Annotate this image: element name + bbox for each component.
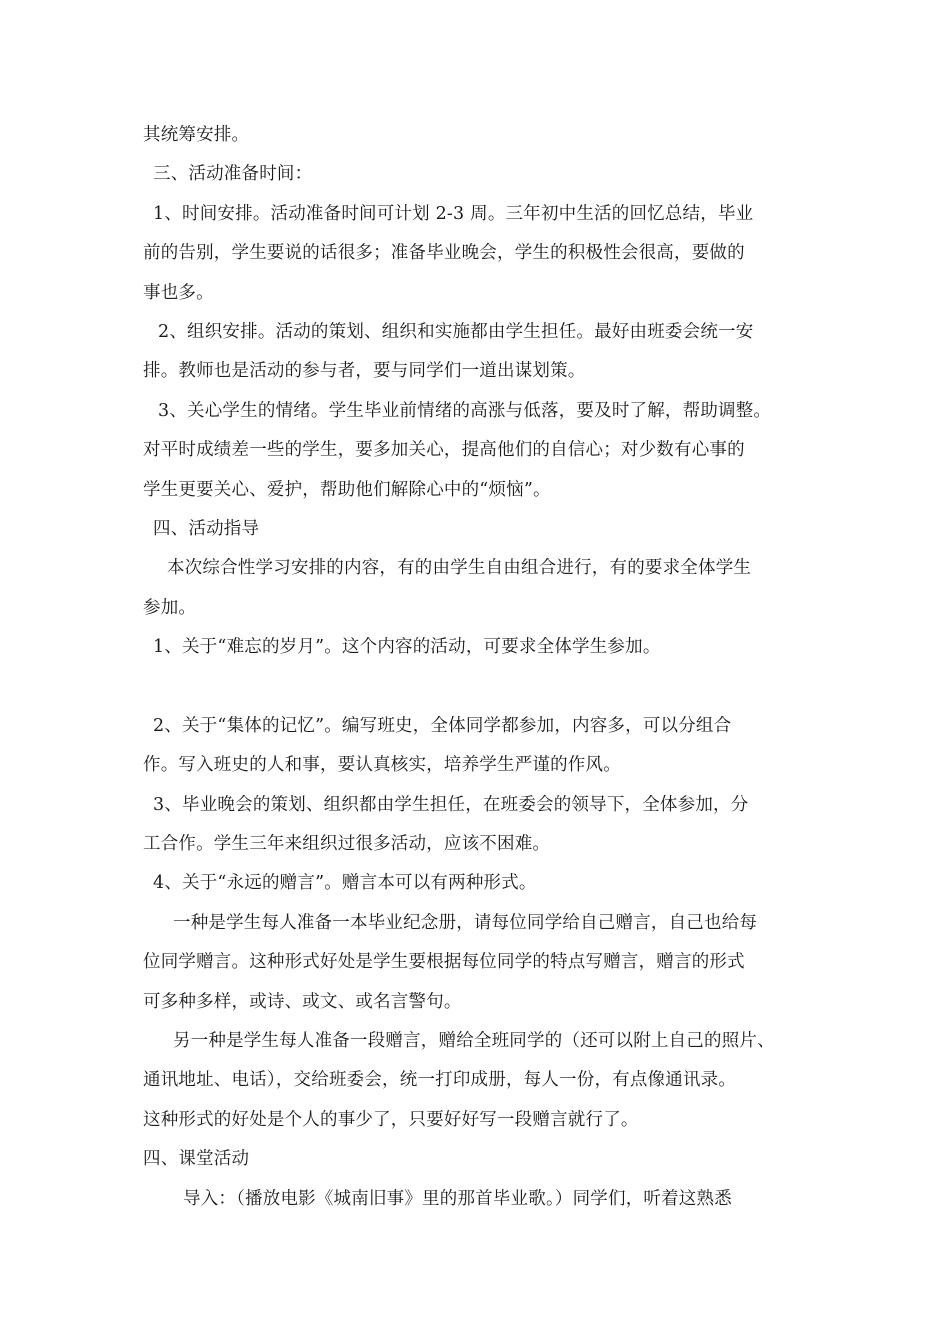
paragraph-line: 对平时成绩差一些的学生，要多加关心，提高他们的自信心；对少数有心事的 <box>143 440 745 461</box>
paragraph-line: 这种形式的好处是个人的事少了，只要好好写一段赠言就行了。 <box>143 1109 639 1130</box>
paragraph-line: 导入：（播放电影《城南旧事》里的那首毕业歌。）同学们，听着这熟悉 <box>183 1188 732 1209</box>
paragraph-line: 事也多。 <box>143 282 214 303</box>
paragraph-line: 其统筹安排。 <box>143 125 250 145</box>
paragraph-line: 3、关心学生的情绪。学生毕业前情绪的高涨与低落，要及时了解，帮助调整。 <box>158 400 772 421</box>
paragraph-line: 学生更要关心、爱护，帮助他们解除心中的“烦恼”。 <box>143 479 551 500</box>
paragraph-line: 另一种是学生每人准备一段赠言，赠给全班同学的（还可以附上自己的照片、 <box>173 1030 775 1051</box>
paragraph-line: 一种是学生每人准备一本毕业纪念册，请每位同学给自己赠言，自己也给每 <box>173 912 758 933</box>
paragraph-line: 前的告别，学生要说的话很多；准备毕业晚会，学生的积极性会很高，要做的 <box>143 243 745 264</box>
paragraph-line: 参加。 <box>143 597 197 618</box>
blank-line <box>143 667 813 706</box>
paragraph-line: 4、关于“永远的赠言”。赠言本可以有两种形式。 <box>153 873 537 894</box>
document-body <box>143 116 813 1219</box>
paragraph-line: 位同学赠言。这种形式好处是学生要根据每位同学的特点写赠言，赠言的形式 <box>143 952 745 973</box>
paragraph-line: 2、关于“集体的记忆”。编写班史，全体同学都参加，内容多，可以分组合 <box>153 715 732 736</box>
paragraph-line: 作。写入班史的人和事，要认真核实，培养学生严谨的作风。 <box>143 755 621 776</box>
paragraph-line: 可多种多样，或诗、或文、或名言警句。 <box>143 991 462 1012</box>
section-heading: 四、活动指导 <box>153 518 260 539</box>
section-heading: 三、活动准备时间： <box>153 164 313 185</box>
paragraph-line: 本次综合性学习安排的内容，有的由学生自由组合进行，有的要求全体学生 <box>167 558 752 579</box>
paragraph-line: 1、时间安排。活动准备时间可计划 2-3 周。三年初中生活的回忆总结，毕业 <box>153 203 754 224</box>
paragraph-line: 排。教师也是活动的参与者，要与同学们一道出谋划策。 <box>143 361 586 382</box>
paragraph-line: 3、毕业晚会的策划、组织都由学生担任，在班委会的领导下，全体参加，分 <box>153 794 749 815</box>
paragraph-line: 1、关于“难忘的岁月”。这个内容的活动，可要求全体学生参加。 <box>153 637 661 658</box>
paragraph-line: 2、组织安排。活动的策划、组织和实施都由学生担任。最好由班委会统一安 <box>158 321 754 342</box>
paragraph-line: 工合作。学生三年来组织过很多活动，应该不困难。 <box>143 834 551 855</box>
paragraph-line: 通讯地址、电话），交给班委会，统一打印成册，每人一份，有点像通讯录。 <box>143 1070 737 1091</box>
section-heading: 四、课堂活动 <box>143 1149 250 1170</box>
